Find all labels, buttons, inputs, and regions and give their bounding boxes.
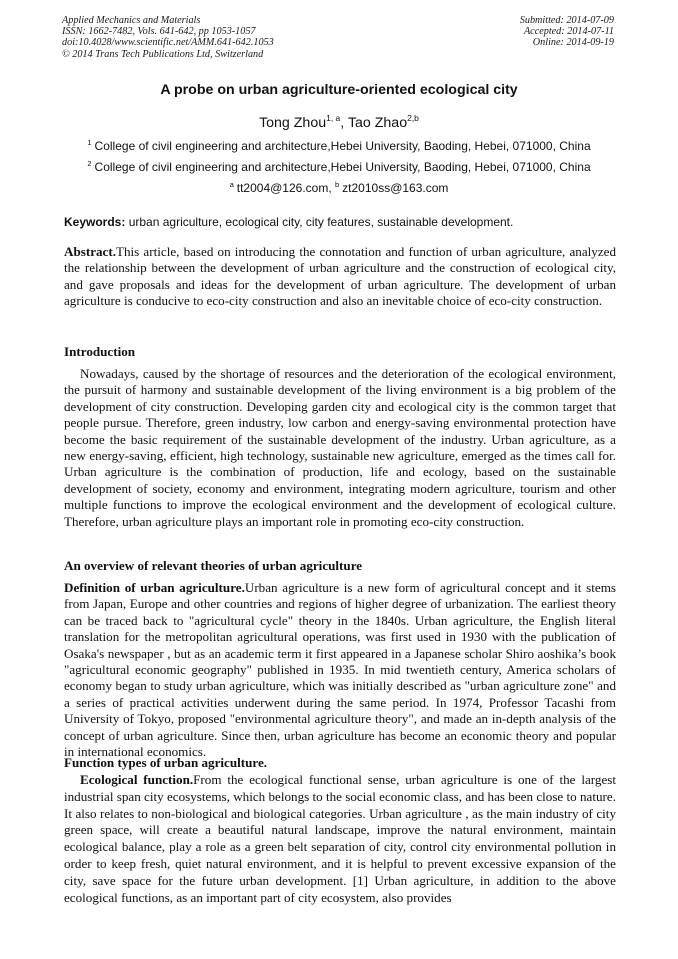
email-address: tt2004@126.com,: [236, 181, 335, 195]
abstract-text: This article, based on introducing the connotation and function of urban agriculture, analyzed the relationship between the development of urban agriculture and the construction of ecological city, and gave proposals and ideas for the development of urban agriculture. The development of urban agriculture is conducive to eco-city construction and also an inevitable choice of eco-city construction.: [64, 244, 616, 309]
online-date: Online: 2014-09-19: [532, 37, 614, 49]
abstract: [64, 244, 616, 310]
definition-paragraph: [64, 580, 616, 760]
author-superscript: 1, a: [326, 113, 341, 123]
affiliation: [0, 138, 678, 153]
keywords-label: Keywords:: [64, 215, 126, 229]
abstract-label: Abstract.: [64, 244, 116, 259]
journal-doi: doi:10.4028/www.scientific.net/AMM.641-642.1053: [62, 37, 274, 49]
keywords: [64, 215, 616, 229]
author-superscript: 2,b: [407, 113, 419, 123]
subsection-heading: Function types of urban agriculture.: [64, 755, 268, 770]
submitted-date: Submitted: 2014-07-09: [519, 15, 614, 26]
affiliation-number: 2: [87, 159, 92, 168]
paragraph-label: Definition of urban agriculture.: [64, 580, 245, 595]
paragraph-text: Urban agriculture is a new form of agricultural concept and it stems from Japan, Europe and other countries and regions of higher degree of urbanization. The earliest theory can be traced back to "agricultural cycle" theory in the 1840s. Urban agriculture, the English literal translation for the metropolitan agricultural operations, was first used in 1930 with the publication of Osaka's newspaper , but as an academic term it first appeared in a Japanese scholar Shiro aoshika’s book "agricultural economic geography" published in 1935. In mid twentieth century, America scholars of economy began to study urban agriculture, which was initially described as "urban agriculture zone" and a series of practical activities underwent during the same period. In 1974, Professor Tacashi from University of Tokyo, proposed "environmental agriculture theory", and made an in-depth analysis of the concept of urban agriculture. Since then, urban agriculture has become an economic theory and popular in international economics.: [64, 580, 616, 760]
affiliation-text: College of civil engineering and architecture,Hebei University, Baoding, Hebei, 071000, China: [94, 139, 591, 153]
journal-name: Applied Mechanics and Materials: [62, 15, 201, 26]
accepted-date: Accepted: 2014-07-11: [523, 26, 614, 38]
journal-copyright: © 2014 Trans Tech Publications Ltd, Switzerland: [62, 48, 264, 60]
keywords-text: urban agriculture, ecological city, city features, sustainable development.: [125, 215, 514, 229]
ecological-function-paragraph: [64, 772, 616, 906]
introduction-paragraph: Nowadays, caused by the shortage of resources and the deterioration of the ecological environment, the pursuit of harmony and sustainable development of the living environment is a big problem of the development of city construction. Developing garden city and ecological city is the common target that people pursue. Therefore, green industry, low carbon and energy-saving environmental protection have become the basic requirement of the sustainable development of the industry. Urban agriculture, as a new energy-saving, efficient, high technology, sustainable new agriculture, emerged as the times call for. Urban agriculture is the combination of production, life and ecology, based on the sustainable development of society, economy and environment, integrating modern agriculture, tourism and other multiple functions to improve the ecological environment and the development of ecological culture. Therefore, urban agriculture plays an important role in promoting eco-city construction.: [64, 366, 616, 529]
affiliation-text: College of civil engineering and architecture,Hebei University, Baoding, Hebei, 071000, China: [94, 160, 591, 174]
affiliation-number: 1: [87, 138, 92, 147]
email-superscript: b: [335, 180, 340, 189]
paragraph-text: From the ecological functional sense, urban agriculture is one of the largest industrial span city ecosystems, which belongs to the social economic class, and has been close to nature. It also relates to non-biological and biological categories. Urban agriculture , as the main industry of city green space, will create a beautiful natural landscape, improve the natural environment, maintain ecological balance, play a role as a green belt separation of city, control city environmental pollution in order to keep fresh, quiet natural environment, and it is helpful to prevent excessive expansion of the city, save space for the future urban development. [1] Urban agriculture, in addition to the above ecological functions, as an important part of city ecosystem, also provides: [64, 772, 616, 905]
journal-info: [62, 15, 274, 60]
section-heading: Introduction: [64, 344, 136, 359]
email-superscript: a: [229, 180, 234, 189]
paragraph-label: Ecological function.: [80, 772, 194, 787]
submission-dates: [520, 15, 614, 49]
author-name: Tong Zhou: [259, 115, 327, 131]
email-address: zt2010ss@163.com: [342, 181, 449, 195]
author-emails: [0, 180, 678, 195]
journal-issn: ISSN: 1662-7482, Vols. 641-642, pp 1053-1057: [62, 26, 256, 38]
author-separator: ,: [340, 115, 348, 131]
paper-title: A probe on urban agriculture-oriented ecological city: [160, 82, 518, 98]
affiliation: [0, 159, 678, 174]
author-line: [0, 113, 678, 131]
section-heading: An overview of relevant theories of urban agriculture: [64, 558, 363, 573]
author-name: Tao Zhao: [347, 115, 408, 131]
